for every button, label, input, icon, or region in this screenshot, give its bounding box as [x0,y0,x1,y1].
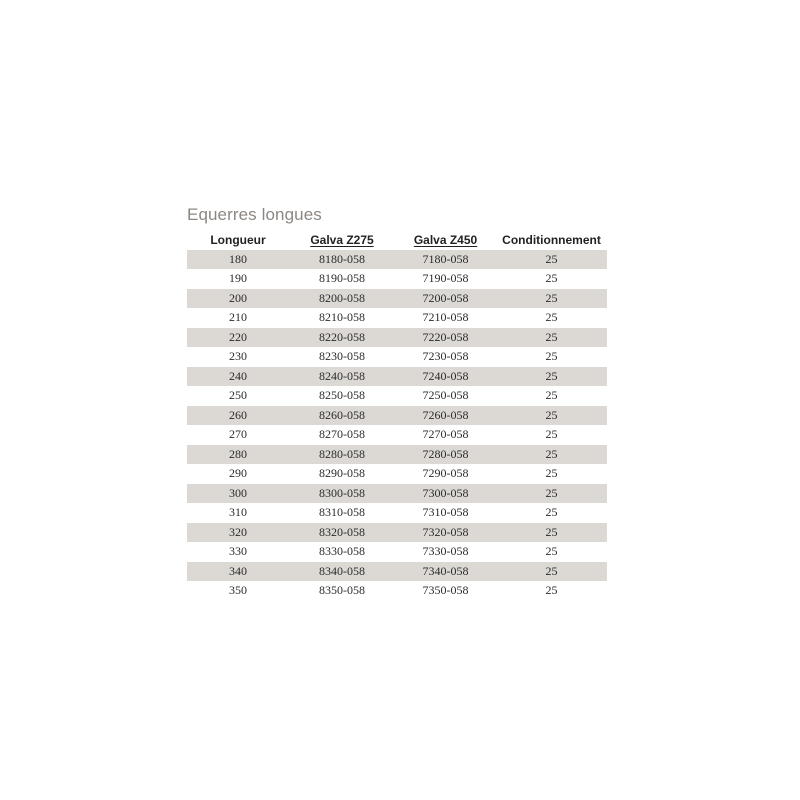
cell-galva-z275: 8300-058 [289,484,395,504]
table-row [187,503,607,523]
table-row [187,250,607,270]
cell-galva-z450: 7210-058 [422,310,469,324]
cell-galva-z275: 8330-058 [319,544,365,558]
table-row [187,581,607,600]
cell-galva-z450: 7310-058 [422,505,469,519]
table-row [187,406,607,426]
cell-longueur: 280 [187,445,289,465]
cell-galva-z275: 8250-058 [319,388,365,402]
cell-galva-z275: 8240-058 [289,367,395,387]
table-row [187,445,607,465]
cell-galva-z450: 7190-058 [422,271,469,285]
cell-galva-z450: 7220-058 [395,328,496,348]
cell-galva-z275: 8210-058 [319,310,365,324]
column-header-galva-z275: Galva Z275 [310,232,374,247]
cell-longueur: 200 [187,289,289,309]
cell-conditionnement: 25 [496,484,607,504]
cell-galva-z275: 8310-058 [319,505,365,519]
cell-galva-z450: 7180-058 [395,250,496,270]
cell-galva-z450: 7290-058 [422,466,469,480]
cell-galva-z275: 8320-058 [289,523,395,543]
cell-conditionnement: 25 [545,388,558,402]
table-row [187,269,607,289]
table-row [187,464,607,484]
cell-longueur: 210 [229,310,247,324]
cell-galva-z275: 8190-058 [319,271,365,285]
cell-longueur: 230 [229,349,247,363]
column-header-longueur: Longueur [210,232,266,247]
cell-galva-z450: 7270-058 [422,427,469,441]
cell-conditionnement: 25 [545,427,558,441]
cell-conditionnement: 25 [496,523,607,543]
cell-galva-z450: 7260-058 [395,406,496,426]
cell-galva-z450: 7350-058 [422,583,469,597]
cell-galva-z450: 7330-058 [422,544,469,558]
table-row [187,289,607,309]
column-header-galva-z450: Galva Z450 [413,232,478,247]
cell-longueur: 270 [229,427,247,441]
cell-galva-z450: 7230-058 [422,349,469,363]
cell-galva-z275: 8270-058 [319,427,365,441]
table-row [187,425,607,445]
cell-conditionnement: 25 [545,349,558,363]
cell-galva-z275: 8290-058 [319,466,365,480]
cell-longueur: 220 [187,328,289,348]
cell-longueur: 300 [187,484,289,504]
cell-galva-z275: 8350-058 [319,583,365,597]
cell-conditionnement: 25 [496,445,607,465]
column-header-conditionnement: Conditionnement [502,232,601,247]
cell-conditionnement: 25 [545,271,558,285]
product-table-section [187,203,607,600]
cell-conditionnement: 25 [545,583,558,597]
cell-longueur: 330 [229,544,247,558]
cell-galva-z275: 8260-058 [289,406,395,426]
cell-galva-z450: 7240-058 [395,367,496,387]
cell-longueur: 320 [187,523,289,543]
cell-conditionnement: 25 [496,367,607,387]
cell-longueur: 260 [187,406,289,426]
cell-galva-z450: 7340-058 [395,562,496,582]
cell-conditionnement: 25 [545,310,558,324]
cell-galva-z450: 7200-058 [395,289,496,309]
table-row [187,347,607,367]
cell-galva-z275: 8180-058 [289,250,395,270]
cell-galva-z275: 8220-058 [289,328,395,348]
cell-conditionnement: 25 [545,466,558,480]
cell-longueur: 250 [229,388,247,402]
cell-longueur: 290 [229,466,247,480]
cell-conditionnement: 25 [496,250,607,270]
table-body [187,250,607,601]
cell-longueur: 340 [187,562,289,582]
cell-conditionnement: 25 [545,505,558,519]
table-header-row [187,230,607,250]
cell-galva-z450: 7300-058 [395,484,496,504]
cell-conditionnement: 25 [496,406,607,426]
table-row [187,386,607,406]
table-row [187,484,607,504]
cell-longueur: 240 [187,367,289,387]
cell-conditionnement: 25 [496,562,607,582]
cell-conditionnement: 25 [545,544,558,558]
cell-galva-z450: 7320-058 [395,523,496,543]
table-title: Equerres longues [187,205,322,224]
cell-galva-z450: 7280-058 [395,445,496,465]
cell-galva-z450: 7250-058 [422,388,469,402]
table-row [187,367,607,387]
cell-conditionnement: 25 [496,289,607,309]
table-row [187,542,607,562]
cell-longueur: 350 [229,583,247,597]
cell-galva-z275: 8200-058 [289,289,395,309]
table-row [187,308,607,328]
cell-longueur: 180 [187,250,289,270]
cell-galva-z275: 8280-058 [289,445,395,465]
table-row [187,562,607,582]
cell-galva-z275: 8230-058 [319,349,365,363]
cell-longueur: 310 [229,505,247,519]
cell-galva-z275: 8340-058 [289,562,395,582]
cell-conditionnement: 25 [496,328,607,348]
table-row [187,328,607,348]
table-row [187,523,607,543]
product-table [187,230,607,600]
cell-longueur: 190 [229,271,247,285]
